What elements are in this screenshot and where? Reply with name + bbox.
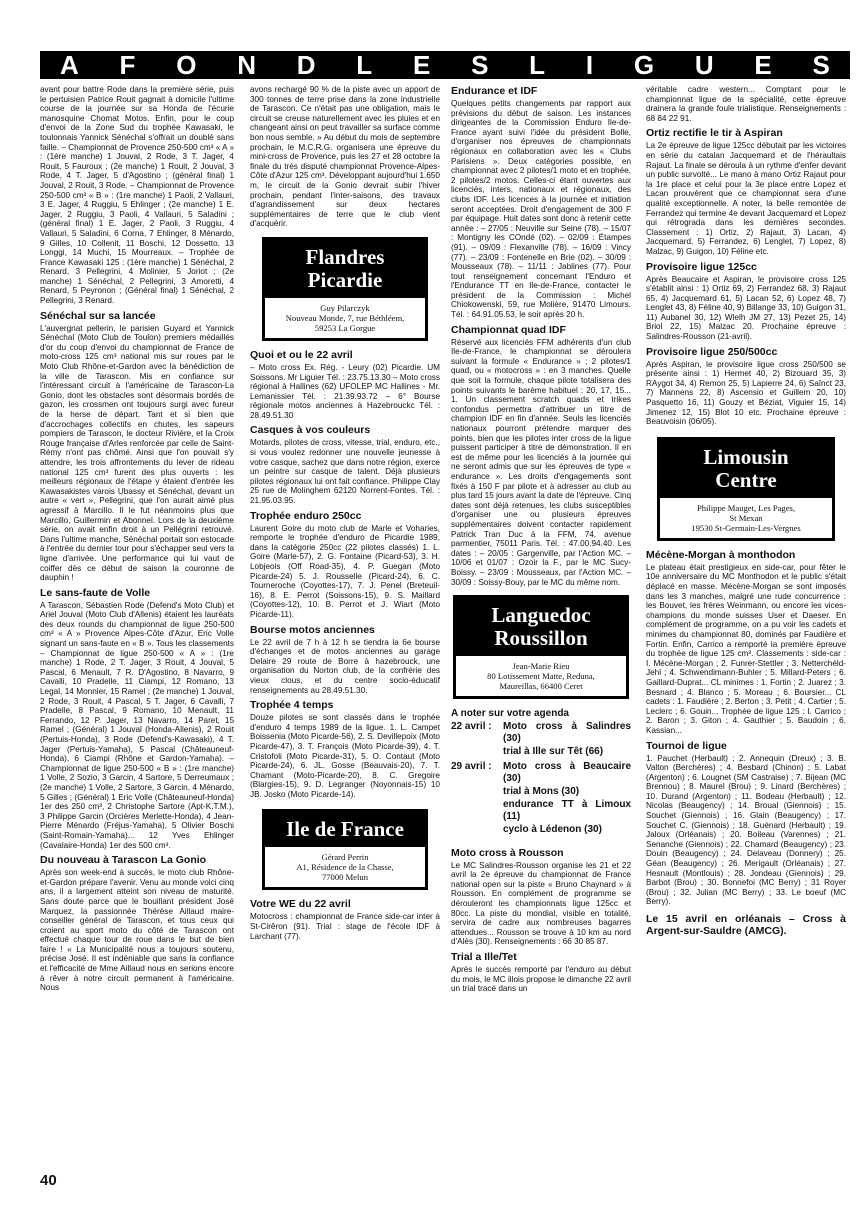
article-heading: Ortiz rectifie le tir à Aspiran <box>646 127 783 140</box>
region-address <box>456 656 626 696</box>
article-paragraph: L'auvergnat pellerin, le parisien Guyard et Yannick Sénéchal (Moto Club de Toulon) premiers médaillés d'or du coup d'envoi du championnat de France de moto-cross 125 cm³ national mis sur roues par le Moto Club Rhône-et-Gardon avec la bénédiction de la ville de Tarascon. Mis en confiance sur l'intéressant circuit à l'américaine de Tarascon-La Gonio, dont les obstacles sont désormais bordés de gazon, les crossmen ont toujours surgi avec fureur de la herse de départ. Tant et si bien que d'accrochages collectifs en chutes, les sapeurs pompiers de Tarascon, le docteur Rivière, et la Croix Rouge française d'Arles renforcée par celle de Saint-Rémy n'ont pas chômé. Ainsi que l'on pouvait s'y attendre, les trois affrontements du lever de rideau national 125 cm³ furent des plus ouverts : les meilleurs régionaux de l'étape y étaient d'entrée les Kawasakistes varois Ubassy et Sénéchal, devant un autre « vert », Pellegrini, que l'on aurait aimé plus agressif à Marcillo. Il le fut néanmoins plus que Marcillo, Guillermin et Abonnel. Lors de la deuxième série, on avait enfin droit à un Pellégrini retrouvé. Dans l'ultime manche, Sénéchal portait son estocade à l'entrée du dernier tour pour s'échapper seul vers la ligne d'arrivée. Une performance qui lui vaut de coiffer dès ce début de saison la couronne de dauphin ! <box>40 323 234 583</box>
agenda-event: Moto cross à Beaucaire (30) <box>503 760 631 784</box>
address-line: 59253 La Gorgue <box>314 322 376 333</box>
article-heading: Provisoire ligue 250/500cc <box>646 345 778 358</box>
agenda-event: endurance TT à Limoux (11) <box>503 798 631 822</box>
article-paragraph: Douze pilotes se sont classés dans le trophée d'enduro 4 temps 1989 de la ligue. 1. L. Campet Boissenia (Moto Picarde-56), 2. S. Devillepoix (Moto Picarde-47), 3. T. François (Moto Picarde-39), 4. T. Cristofoli (Moto Picarde-31), 5. O. Contaut (Moto Picarde-24), 6. JL. Gosse (Beauvais-20), 7. T. Chamant (Moto-Picarde-20), 8. C. Gregoire (Blargies-15), 9. D. Legranger (Noyonnais-15) 10 JB. Josko (Moto Picarde-14). <box>250 713 440 799</box>
page-number: 40 <box>40 1172 57 1189</box>
banner-letter: F <box>119 49 136 80</box>
region-title <box>265 240 425 298</box>
region-title <box>660 440 832 498</box>
banner-letter: S <box>812 49 830 80</box>
agenda-date: 29 avril : <box>451 760 492 772</box>
address-line: A1, Résidence de la Chasse, <box>296 862 394 873</box>
article-heading: Du nouveau à Tarascon La Gonio <box>40 854 207 867</box>
address-line: Philippe Mauget, Les Pages, <box>696 502 796 513</box>
banner-letter: I <box>585 49 594 80</box>
article-paragraph: Après Aspiran, le provisoire ligue cross 250/500 se présente ainsi : 1) Hermet 40, 2) Bizouard 35, 3) RAygot 34, 4) Remon 25, 5) Lapierre 24, 6) Saînct 23, 7) Mannens 22, 8) Ascensio et Guillem 20, 10) Pasquetto 16, 11) Gouzy et Béziat, Viguier 15, 14) Jimenez 12, 15) Blot 10 etc. Prochaine épreuve : Beauvoisin (06/05). <box>646 359 846 427</box>
article-heading: Trophée enduro 250cc <box>250 509 362 522</box>
agenda-row <box>451 761 631 837</box>
article-paragraph: Quelques petits changements par rapport aux prévisions du début de saison. Les instances dirigeantes de la Commission Enduro Ile-de-France ayant suivi l'idée du président Bolle, d'organiser nos épreuves de championnats régionaux en collaboration avec les « Clubs Parisiens ». Deux catégories possible, en championnat avec 2 pilotes/1 moto et en trophée, 2 pilotes/2 motos. Celles-ci étant ouvertes aux licenciés, inters, nationaux et régionaux, des clubs IDF. Les licences à la journée et initiation seront acceptées. Droit d'engagement de 300 F par équipage. Huit dates sont donc à retenir cette année : – 27/05 : Neuville sur Seine (78). – 15/07 : Montigny les COndé (02). – 02/09 : Étampes (91). – 09/09 : Flexanville (78). – 16/09 : Vincy (77). – 23/09 : Fontenelle en Brie (02). – 30/09 : Mousseaux (78). – 11/11 : Jablines (77). Pour tout renseignement concernant l'Enduro et l'Endurance TT en Ile-de-France, contacter le président de la Commission : Michel Chiokowenski, 59, rue Molière, 91470 Limours. Tél. : 64.91.05.53, le soir après 20 h. <box>451 99 631 320</box>
article-paragraph: 1. Pauchet (Herbault) ; 2. Annequin (Dreux) ; 3. B. Valton (Berchères) ; 4. Besbard (Chinon) ; 5. Labat (Argenton) ; 6. Lougnet (SM Castraise) ; 7. Bijean (MC Brennou) ; 8. Maurel (Brou) ; 9. Linard (Berchères) ; 10. Durand (Argenton) ; 11. Bodeau (Herbault) ; 12. Nicolas (Beaugency) ; 14. Broual (Giennois) ; 15. Souchet (Giennois) ; 16. Glain (Beaugency) ; 17. Souchet C. (Giennois) ; 18. Guénard (Herbault) ; 19. Jaloux (Orléanais) ; 20. Boileau (Varennes) ; 21. Senanche (Giennois) ; 22. Chamard (Beaugency) ; 23. Douin (Beaugency) ; 24. Delaveau (Donnery) ; 25. Géan (Beaugency) ; 26. Merigault (Orléanais) ; 27. Hesnault (Montlouis) ; 28. Jondeau (Giennois) ; 29. Barbot (Brou) ; 30. Bonnefoi (MC Berry) ; 31 Royer (Brou) ; 32. Julian (MC Berry) ; 33. Le boeuf (MC Berry). <box>646 753 846 907</box>
article-heading: Trophée 4 temps <box>250 699 334 712</box>
region-title-line: Limousin <box>703 444 789 469</box>
region-address <box>265 298 425 338</box>
article-paragraph: Motards, pilotes de cross, vitesse, trial, enduro, etc., si vous voulez redonner une nouvelle jeunesse à votre casque, sachez que dans notre région, exerce un peintre sur casque de talent. Déjà plusieurs pilotes régionaux lui ont fait confiance. Philippe Clay 25 rue de Molinghem 62120 Norrent-Fontes. Tél. : 21.95.03.95. <box>250 438 440 506</box>
agenda-events <box>503 761 631 837</box>
address-line: St Mexan <box>729 512 763 523</box>
article-heading: Le 15 avril en orléanais – Cross à Argent-sur-Sauldre (AMCG). <box>646 913 846 937</box>
region-box-ile-de-france <box>262 809 428 890</box>
article-paragraph: Après Beaucaire et Aspiran, le provisoire cross 125 s'établit ainsi : 1) Ortiz 69, 2) Ferrandez 68, 3) Rajaut 65, 4) Jacquemard 61, 5) Lacan 52, 6) Lopez 48, 7) Lenglet 43, 8) Féline 40, 9) Billange 33, 10) Guigon 31, 11) Aubanel 30, 12) Wlelh JM 27, 13) Pezet 25, 14) Briol 22, 15) Malzac 20. Prochaine épreuve : Salindres-Rousson (21-avril). <box>646 274 846 342</box>
banner-letter: E <box>412 49 431 80</box>
article-heading: Moto cross à Rousson <box>451 846 564 859</box>
article-paragraph: La 2e épreuve de ligue 125cc débutait par les victoires en série du catalan Jacquemard et de l'héraultais Rajaut. La finale se déroula à un rythme d'enfer devant un public survolté... Le mano à mano Ortiz Rajaut pour la 1re place et celui pour la 3e place entre Lopez et Lacan prouvèrent que ce championnat sera d'une qualité exceptionnelle. A noter, la belle remontée de Ferrandez qui termine 4e devant Jacquemard et Lopez qui rétrograda dans les dernières secondes. Classement : 1) Ortiz, 2) Rajaut, 3) Lacan, 4) Jacquemard, 5) Ferrandez, 6) Lenglet, 7) Lopez, 8) Malzac, 9) Guigon, 10) Féline etc. <box>646 141 846 256</box>
article-paragraph: Le 22 avril de 7 h à 12 h se tiendra la 6e bourse d'échanges et de motos anciennes au garage Delaire 29 route de Borre à hazebrouck, une organisation du Norton club, de la confrérie des vieux clous, et du centre socio-éducatif renseignements au 28.49.51.30. <box>250 637 440 695</box>
address-line: Jean-Marie Rieu <box>512 661 570 672</box>
agenda-event: trial à Ille sur Têt (66) <box>503 745 604 757</box>
article-paragraph: Le plateau était prestigieux en side-car, pour fêter le 10e anniversaire du MC Monthodon et le public s'était déplacé en masse. Mécène-Morgan se sont imposés dans les 3 manches, malgré une rude concurrence : les Bouvet, les frères Weinmann, ou encore les vices-champions du monde suisses User et Daeser. En complément de programme, on a pu voir les cadets et minimes du championnat 80, dominés par Faudière et Fortin. Enfin, Carrico a remporté la première épreuve du trophée de ligue 125 cm³. Classements : side-car : I. Mécène-Morgan ; 2. Funrer-Stettler ; 3. Netterchéld-Jehl ; 4. Schwendimann-Buhler ; 5. Millard-Peters ; 6. Gaillard-Duprat... CL minimes : 1. Fortin ; 2. Juarez ; 3. Besnard ; 4. Blanco ; 5. Moreau ; 6. Boursier... CL cadets : 1. Faudière ; 2. Berton ; 3. Petit ; 4. Cartier ; 5. Leclerc ; 6. Gouin... Trophée de ligue 125 : I. Carrico ; 2. Baron ; 3. Giton ; 4. Gauthier ; 5. Baudoin ; 6. Kassian... <box>646 562 846 735</box>
article-heading: Le sans-faute de Volle <box>40 586 151 599</box>
banner-letter: L <box>529 49 546 80</box>
address-line: 77000 Melun <box>321 872 369 883</box>
banner-letter: L <box>356 49 373 80</box>
article-heading: Trial a Ille/Tet <box>451 951 517 964</box>
address-line: Guy Pilarczyk <box>320 302 370 313</box>
banner-letter: S <box>471 49 489 80</box>
banner-letter: D <box>296 49 316 80</box>
agenda-event: cyclo à Lédenon (30) <box>503 823 602 835</box>
column-4 <box>646 85 846 1195</box>
column-3 <box>451 85 631 1195</box>
banner-letter: O <box>176 49 197 80</box>
article-heading: Votre WE du 22 avril <box>250 898 351 911</box>
agenda-row <box>451 721 631 759</box>
article-paragraph: avons rechargé 90 % de la piste avec un apport de 300 tonnes de terre prise dans la zone industrielle de Tarascon. Ce n'était pas une obligation, mais le circuit se creuse naturellement avec les pluies et en changeant ainsi on peut travailler sa surface comme bon nous semble. » Au début du mois de septembre prochain, le M.C.R.G. organisera une épreuve du mini-cross de Provence, puis les 27 et 28 octobre la finale du très disputé championnat Provence-Alpes-Côte d'Azur 125 cm³. Développant aujourd'hui 1.650 m, le circuit de la Gonio devrait subir l'hiver prochain, pendant l'inter-saisons, des travaux d'agrandissement sur deux hectares supplémentaires de terre que le club vient d'acquérir. <box>250 85 440 229</box>
agenda-date: 22 avril : <box>451 720 492 732</box>
region-title-line: Ile de France <box>286 817 404 842</box>
address-line: Maureillas, 66400 Ceret <box>499 681 583 692</box>
column-2 <box>250 85 440 1195</box>
agenda-title: A noter sur votre agenda <box>451 708 569 720</box>
region-title-line: Roussillon <box>494 626 588 651</box>
article-paragraph: Réservé aux licenciés FFM adhérents d'un club Ile-de-France, le championnat se déroulera suivant la formule « Endurance » ; 2 pilotes/1 quad, ou « motocross » : en 3 manches. Quelle que soit la formule, chaque pilote totalisera des points suivants le barème habituel : 20, 17, 15... 1. Un classement scratch quads et trikes confondus permettra d'attribuer un titre de champion IDF en fin d'année. Seuls les licenciés nationaux pourront prétendre marquer des points, bien que les pilotes inter cross de la ligue puissent participer à titre de démonstration. Il en est de même pour les licenciés à la journée qui ne seront admis que sur les épreuves de type « endurance ». Les droits d'engagements sont fixés à 150 F par pilote et à adresser au club au plus tard 15 jours avant la date de l'épreuve. Cinq dates sont déjà retenues, les clubs susceptibles d'organiser une ou plusieurs épreuves supplémentaires doivent contacter rapidement Patrick Tran Duc à la FFM, 74, avenue parmentier, 75011 Paris. Tél. : 47.00.94.40. Les dates : – 20/05 : Gargenville, par l'Action MC. – 10/06 et 01/07 : Ozoir la F., par le MC Sucy-Boissy. – 23/09 : Mousseaux, par l'Action MC. – 30/09 : Soissy-Bouy, par le MC du même nom. <box>451 337 631 587</box>
article-paragraph: Après son week-end à succès, le moto club Rhône-et-Gardon prépare l'avenir. Venu au monde voici cinq ans, il a largement atteint son niveau de maturité. Sans doute parce que le bouillant président José Marquez, la passionnée Thérèse Aillaud maire-conseiller général de Tarascon, et tous ceux qui croient au sport moto du côté de Tarascon ont effectué chaque tour de roue dans le but de bien faire ! « La Municipalité nous a toujours soutenu, précise José. Il est indéniable que sans la confiance et l'efficacité de Mme Aillaud nous en serions encore à rêver à notre circuit permanent à l'américaine. Nous <box>40 868 234 993</box>
agenda-event: trial à Mons (30) <box>503 785 580 797</box>
article-heading: Provisoire ligue 125cc <box>646 260 757 273</box>
region-title-line: Flandres <box>305 244 385 269</box>
address-line: Gérard Perrin <box>321 852 369 863</box>
article-heading: Casques à vos couleurs <box>250 424 371 437</box>
region-title <box>456 598 626 656</box>
article-paragraph: Motocross : championnat de France side-car inter à St-Cirêron (91). Trial : stage de l'école IDF à Larchant (77). <box>250 912 440 941</box>
banner-letter: A <box>60 49 79 80</box>
article-paragraph: – Moto cross Ex. Rég. - Leury (02) Picardie. UM Soissons. Mr Liguier Tél. : 23.75.13.30 – Moto cross régional à Hallines (62) UFOLEP MC Hallines - Mr. Lemanissier Tél. : 21.39.93.72 – 6° Bourse régionale motos anciennes à Hazebrouckc Tél. : 28.49.51.30 <box>250 362 440 420</box>
article-heading: Championnat quad IDF <box>451 323 566 336</box>
article-heading: Quoi et ou le 22 avril <box>250 348 353 361</box>
region-box-limousin-centre <box>657 437 835 541</box>
article-heading: Endurance et IDF <box>451 85 538 97</box>
article-heading: Bourse motos anciennes <box>250 623 375 636</box>
article-paragraph: avant pour battre Rode dans la première série, puis le pertuisien Patrice Rouit gagnait à domicile l'ultime course de la journée sur sa Honda de l'écurie manosquine Chomat Motos. Enfin, pour le coup d'envoi de la Zone Sud du trophée Kawasaki, le toulonnais Yannick Sénéchal s'offrait un doublé sans faille. – Championnat de Provence 250-500 cm³ « A » : (1ère manche) 1 Jouval, 2 Rode, 3 T. Jager, 4 Rouit, 5 Fauroux ; (2e manche) 1 Rouit, 2 Jouval, 3 Rode, 4 T. Jager, 5 d'Agostino ; (général final) 1 Jouval, 2 Rouit, 3 Rode. – Championnat de Provence 250-500 cm³ « B » : (1re manche) 1 Paoli, 2 Vallauri, 3 E. Jager, 4 Ruggiu, 5 Ehlinger ; (2e manche) 1 E. Jager, 2 Ruggiu, 3 Paoli, 4 Vallauri, 5 Saladini ; (général final) 1 E. Jager, 2 Paoli, 3 Ruggiu, 4 Vallauri, 5 Saladini, 6 Corna, 7 Ehlinger, 8 Ménardo, 9 Gilles, 10 Collenit, 11 Boschi, 12 Dossetto, 13 Longgi, 14 Muchi, 15 Mourreaux. – Trophée de France Kawasaki 125 : (1ère manche) 1 Sénéchal, 2 Renard, 3 Pellegrini, 4 Molinier, 5 Joriot ; (2e manche) 1 Sénéchal, 2 Pellegrini, 3 Amoretti, 4 Renard, 5 Peyronon ; (Général final) 1 Sénéchal, 2 Pellegrini, 3 Renard. <box>40 85 234 306</box>
agenda-block <box>451 709 631 837</box>
region-title-line: Picardie <box>307 267 383 292</box>
banner-letter: G <box>633 49 655 80</box>
region-box-languedoc-roussillon <box>453 595 629 699</box>
region-title <box>265 812 425 847</box>
article-paragraph: Le MC Salindres-Rousson organise les 21 et 22 avril la 2e épreuve du championnat de France national open sur la piste « Bruno Chaynard » à Rousson. En complément de programme se dérouleront les championnats ligue 125cc et 80cc. La piste du mondial, visible en totalité, servira de cadre aux nombreuses bagarres attendues... Rousson se trouve à 10 km au nord d'Alès (30). Renseignements : 66 30 85 87. <box>451 860 631 947</box>
address-line: 80 Lotissement Matte, Reduna, <box>487 671 595 682</box>
article-heading: Tournoi de ligue <box>646 739 727 752</box>
region-title-line: Languedoc <box>491 603 591 628</box>
agenda-events <box>503 721 631 759</box>
article-paragraph: Laurent Goire du moto club de Marle et Voharies, remporte le trophée d'enduro de Picardie 1989, dans la catégorie 250cc (22 pilotes classés) 1. L. Goire (Marle-57), 2. G. Fontaine (Picard-53), 3. H. Lobjeois (Off Road-35), 4. P. Guegan (Moto Picarde-24) 5. J. Rousselle (Picard-24), 6. C. Tourneroche (Coyottes-17), 7. J. Penel (Breteuil-16), 8. E. Perrot (Soissons-15), 9. S. Maillard (Coyottes-12), 10. B. Perrot et J. Wiart (Moto Picarde-11). <box>250 523 440 619</box>
article-paragraph: véritable cadre western... Comptant pour le championnat ligue de la spécialité, cette épreuve drainera la grande foule trialistique. Renseignements : 68 84 22 91. <box>646 85 846 123</box>
section-banner <box>40 51 850 79</box>
article-paragraph: Après le succès remporté par l'enduro au début du mois, le MC illois propose le dimanche 22 avril un trial tracé dans un <box>451 965 631 994</box>
banner-letter: E <box>754 49 772 80</box>
region-address <box>660 498 832 538</box>
article-paragraph: A Tarascon, Sébastien Rode (Defend's Moto Club) et Ariel Jouval (Moto Club d'Allenis) étaient les lauréats des deux rounds du championnat de ligue 250-500 cm³ « A » Provence Alpes-Côte d'Azur, Eric Volle signant un sans-faute en « B ». Tous les classements – Championnat de ligue 250-500 « A » : (1re manche) 1 Rode, 2 T. Jager, 3 Rouit, 4 Jouval, 5 Pascal, 6 Menault, 7 R. D'Agostino, 8 Navarro, 9 Cavalli, 10 Pradelle, 11 Ciampi, 12 Romano, 13 Legal, 14 Monnier, 15 Ramel ; (2e manche) 1 Jouval, 2 Rode, 3 Rouit, 4 Pascal, 5 T. Jager, 6 Cavalli, 7 Pradelle, 8 Pascal, 9 Romano, 10 Menault, 11 Ferrando, 12 P. Jager, 13 Navarro, 14 Paret, 15 Ramel ; (Général) 1 Jouval (Honda-Allenis), 2 Rouit (Pertuis-Honda), 3 Rode (Defend's-Kawasaki), 4 T. Jager (Pertuis-Yamaha), 5 Pascal (Châteauneuf-Honda), 6 Ciampi (Rhône et Gardon-Yamaha). – Championnat de ligue 250-500 « B » : (1re manche) 1 Volle, 2 Sozio, 3 Garcin, 4 Sartore, 5 Derreumaux ; (2e manche) 1 Volle, 2 Sartore, 3 Garcin, 4 Ménardo, 5 Gilles ; (Général) 1 Eric Volle (Châteauneuf-Honda) 1er des 250 cm³, 2 Christophe Sartore (Apt-K.T.M.), 3 Philippe Garcin (Orcières Merlette-Honda), 4 Jean-Pierre Ménardo (Fréjus-Yamaha), 5 Olivier Boschi (Saint-Romain-Yamaha)... 12 Yves Ehlinger (Cavalaire-Honda) 1er des 500 cm³. <box>40 600 234 850</box>
column-1 <box>40 85 234 1180</box>
article-heading: Mécène-Morgan à monthodon <box>646 548 796 561</box>
region-address <box>265 847 425 887</box>
address-line: Nouveau Monde, 7, rue Béthléem, <box>285 312 405 323</box>
region-title-line: Centre <box>715 467 777 492</box>
banner-letter: U <box>694 49 714 80</box>
article-heading: Sénéchal sur sa lancée <box>40 309 156 322</box>
region-box-flandres-picardie <box>262 237 428 341</box>
banner-letter: N <box>237 49 256 80</box>
address-line: 19530 St-Germain-Les-Vergnes <box>691 522 801 533</box>
agenda-event: Moto cross à Salindres (30) <box>503 720 631 744</box>
